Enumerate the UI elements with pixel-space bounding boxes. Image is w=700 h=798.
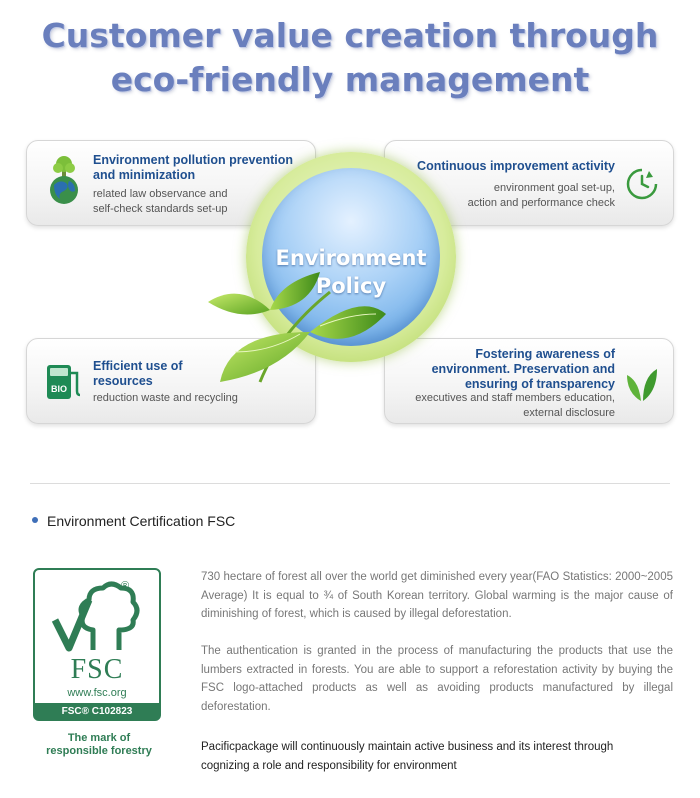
fsc-license-code: FSC® C102823 [61, 706, 133, 717]
caption-line: responsible forestry [46, 745, 152, 757]
fsc-caption [33, 732, 165, 758]
body-line: self-check standards set-up [93, 203, 228, 215]
heading-line: and minimization [93, 168, 196, 182]
bio-fuel-pump-icon [45, 363, 85, 401]
fsc-letters: FSC [70, 654, 124, 685]
heading-line: Environment pollution prevention [93, 153, 293, 167]
commitment-line: cognizing a role and responsibility for environment [201, 759, 457, 772]
heading-line: Continuous improvement activity [417, 159, 615, 173]
heading-line: Fostering awareness of [475, 347, 615, 361]
center-line: Policy [315, 274, 387, 298]
body-line: external disclosure [523, 407, 615, 419]
heading-line: Efficient use of [93, 359, 183, 373]
fsc-registered-mark: ® [121, 580, 130, 592]
bullet-icon [32, 517, 38, 523]
fsc-url: www.fsc.org [67, 687, 127, 699]
body-line: environment goal set-up, [493, 182, 615, 194]
caption-line: The mark of [67, 732, 131, 744]
clock-cycle-icon [625, 167, 659, 201]
section-title-text: Environment Certification FSC [47, 513, 236, 529]
commitment-line: Pacificpackage will continuously maintain active business and its interest through [201, 741, 614, 753]
page-title-line-2: eco-friendly management [110, 60, 590, 99]
heading-line: environment. Preservation and [431, 362, 615, 376]
section-title-certification [32, 512, 235, 530]
policy-card-awareness-text [393, 391, 615, 421]
body-line: related law observance and [93, 188, 228, 200]
body-line: executives and staff members education, [415, 392, 615, 404]
body-line: reduction waste and recycling [93, 392, 238, 404]
page-title [0, 14, 700, 102]
earth-tree-icon [45, 155, 83, 205]
body-line: action and performance check [467, 197, 615, 209]
sprout-leaves-icon [623, 365, 661, 403]
center-line: Environment [275, 246, 427, 270]
green-leaves-decoration-icon [200, 222, 390, 392]
section-divider [30, 483, 670, 484]
fsc-logo [33, 568, 161, 721]
heading-line: resources [93, 374, 153, 388]
authentication-paragraph: The authentication is granted in the process of manufacturing the products that use the lumbers extracted in forests. You are able to support a reforestation activity by buying the FSC logo-attached products as well as avoiding products manufactured by illegal deforestation. [201, 645, 673, 713]
bio-label: BIO [50, 384, 68, 394]
fsc-tree-check-icon [49, 580, 145, 656]
heading-line: ensuring of transparency [464, 377, 615, 391]
page-title-line-1: Customer value creation through [41, 16, 659, 55]
commitment-paragraph [201, 738, 673, 775]
forest-loss-paragraph: 730 hectare of forest all over the world get diminished every year(FAO Statistics: 2000~2005 Average) It is equal to ¾ of South Korean territory. Global warming is the major cause of diminishing of forest, which is caused by illegal deforestation. [201, 571, 673, 620]
policy-card-resources-text [93, 391, 307, 406]
